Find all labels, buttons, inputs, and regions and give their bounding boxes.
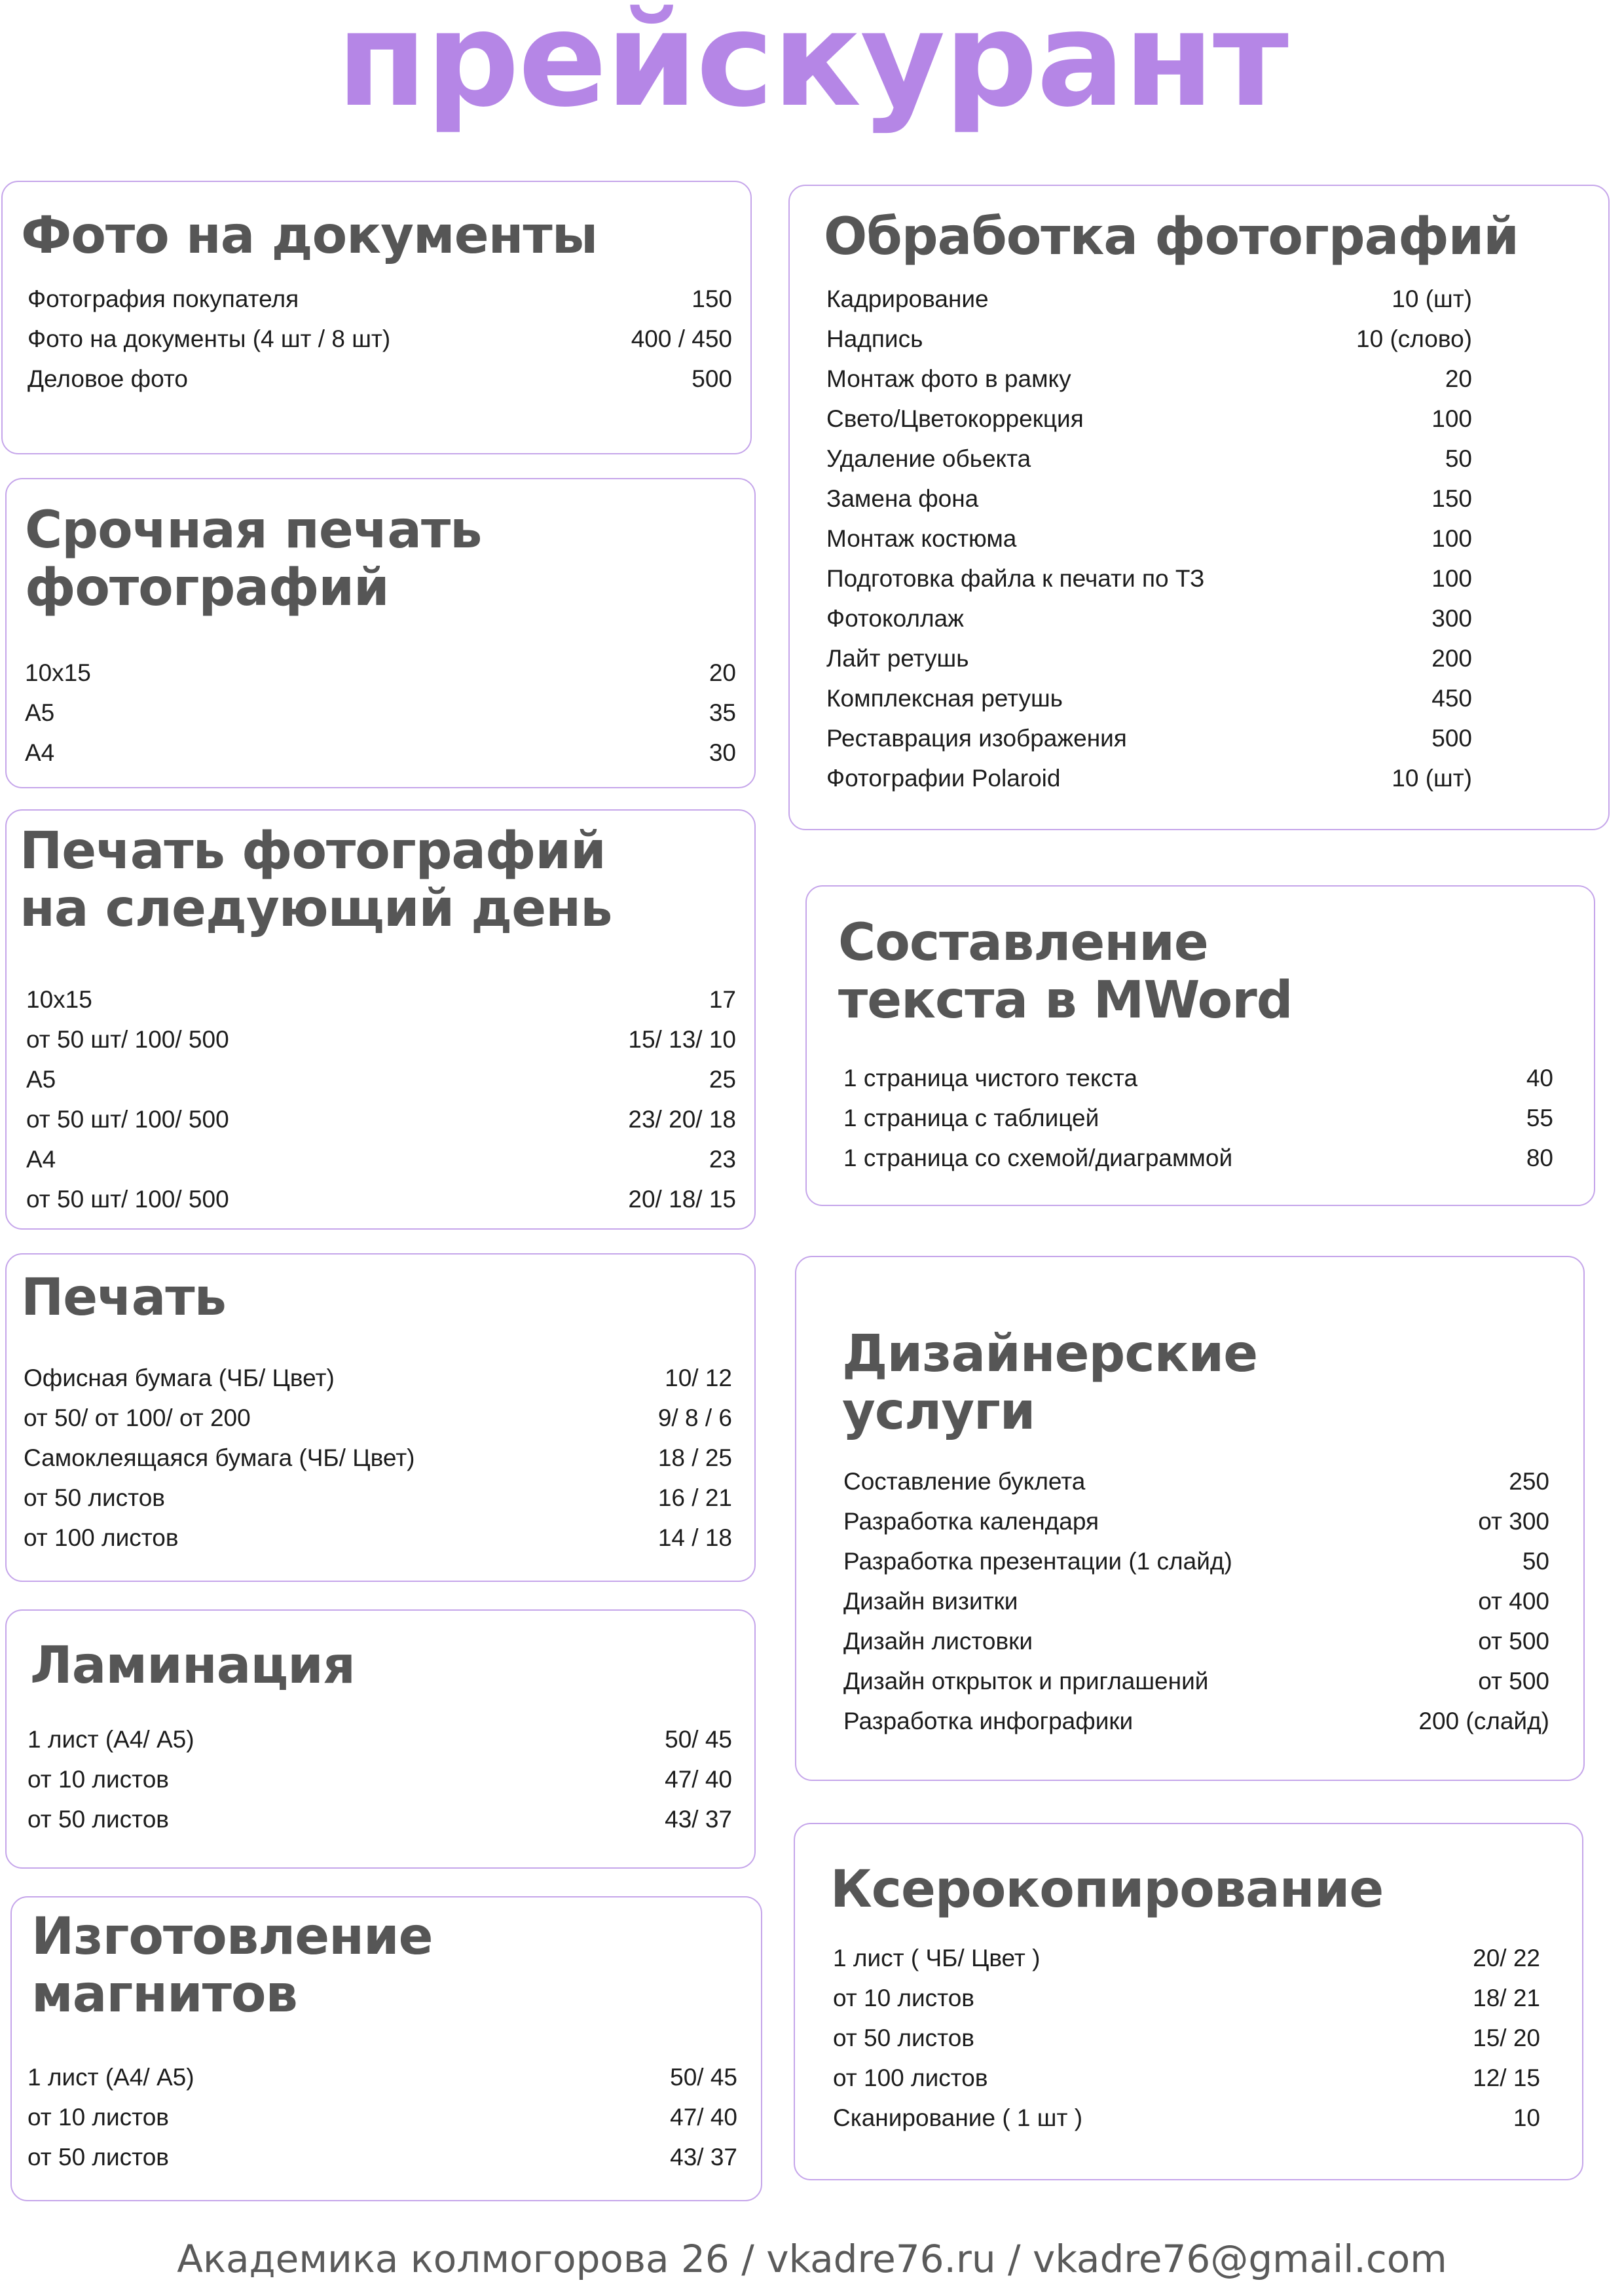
service-name: Монтаж фото в рамку [826, 365, 1071, 392]
service-price: 47/ 40 [665, 1766, 732, 1793]
service-name: Разработка календаря [843, 1508, 1099, 1535]
price-row [28, 1799, 732, 1839]
service-price: 10 (шт) [1392, 765, 1472, 792]
price-row [843, 1501, 1549, 1541]
price-row [28, 359, 732, 399]
service-price: 18 / 25 [657, 1444, 732, 1471]
service-price: 200 (слайд) [1418, 1708, 1549, 1734]
service-name: Фотография покупателя [28, 285, 299, 312]
price-row [826, 519, 1472, 559]
service-name: от 100 листов [833, 2064, 988, 2091]
service-name: 1 страница с таблицей [843, 1105, 1099, 1131]
service-price: 20/ 22 [1473, 1945, 1540, 1971]
service-price: 500 [692, 365, 732, 392]
service-name: от 10 листов [833, 1985, 974, 2011]
service-price: 23/ 20/ 18 [628, 1106, 736, 1133]
service-name: Реставрация изображения [826, 725, 1127, 752]
price-row [826, 359, 1472, 399]
service-price: 400 / 450 [631, 325, 732, 352]
service-name: Удаление обьекта [826, 445, 1031, 472]
service-name: А5 [26, 1066, 56, 1093]
service-price: 47/ 40 [670, 2104, 737, 2131]
price-row [843, 1098, 1553, 1138]
section-title: Дизайнерские услуги [842, 1325, 1258, 1441]
service-price: 40 [1526, 1065, 1553, 1091]
price-list [843, 1058, 1553, 1178]
section-magnets [10, 1896, 762, 2201]
service-price: 100 [1431, 525, 1472, 552]
service-name: 1 страница со схемой/диаграммой [843, 1145, 1233, 1171]
price-row [26, 1179, 736, 1219]
price-row [26, 980, 736, 1019]
price-row [24, 1518, 732, 1558]
service-name: А5 [25, 699, 55, 726]
service-price: 50 [1445, 445, 1472, 472]
price-row [826, 559, 1472, 598]
service-price: 9/ 8 / 6 [657, 1404, 732, 1431]
service-name: Фото на документы (4 шт / 8 шт) [28, 325, 391, 352]
service-name: от 10 листов [28, 1766, 169, 1793]
price-list [26, 980, 736, 1219]
price-row [26, 1139, 736, 1179]
price-row [25, 693, 736, 733]
price-row [26, 1019, 736, 1059]
service-name: 1 страница чистого текста [843, 1065, 1138, 1091]
service-price: 50/ 45 [665, 1726, 732, 1753]
service-name: от 50 шт/ 100/ 500 [26, 1026, 229, 1053]
price-row [826, 279, 1472, 319]
service-price: 43/ 37 [665, 1806, 732, 1833]
price-row [833, 1938, 1540, 1978]
price-list [28, 2057, 737, 2177]
price-row [826, 439, 1472, 479]
price-row [28, 1759, 732, 1799]
service-name: Монтаж костюма [826, 525, 1017, 552]
service-name: Подготовка файла к печати по ТЗ [826, 565, 1205, 592]
price-row [24, 1478, 732, 1518]
price-row [843, 1461, 1549, 1501]
service-price: 10/ 12 [665, 1365, 732, 1391]
service-price: 15/ 13/ 10 [628, 1026, 736, 1053]
price-row [843, 1541, 1549, 1581]
service-name: Надпись [826, 325, 923, 352]
service-price: 10 [1513, 2104, 1540, 2131]
service-name: Кадрирование [826, 285, 989, 312]
price-row [826, 638, 1472, 678]
price-row [28, 2137, 737, 2177]
service-name: Дизайн визитки [843, 1588, 1018, 1615]
price-row [28, 2097, 737, 2137]
service-price: от 500 [1478, 1628, 1549, 1655]
service-name: от 50 листов [28, 2144, 169, 2171]
service-price: 50/ 45 [670, 2064, 737, 2091]
service-name: А4 [26, 1146, 56, 1173]
service-price: 200 [1431, 645, 1472, 672]
section-title: Ксерокопирование [830, 1860, 1384, 1919]
section-title: Составление текста в MWord [838, 913, 1293, 1030]
price-list [843, 1461, 1549, 1741]
service-price: 10 (слово) [1356, 325, 1472, 352]
price-list [25, 653, 736, 773]
service-name: от 50 шт/ 100/ 500 [26, 1106, 229, 1133]
service-name: Составление буклета [843, 1468, 1086, 1495]
price-row [833, 2058, 1540, 2098]
service-price: от 300 [1478, 1508, 1549, 1535]
service-price: 12/ 15 [1473, 2064, 1540, 2091]
price-row [826, 479, 1472, 519]
price-row [833, 2098, 1540, 2138]
service-name: Офисная бумага (ЧБ/ Цвет) [24, 1365, 335, 1391]
price-list [28, 1719, 732, 1839]
price-row [28, 1719, 732, 1759]
service-price: 30 [709, 739, 736, 766]
service-name: Дизайн листовки [843, 1628, 1033, 1655]
price-row [843, 1058, 1553, 1098]
section-title: Печать [21, 1268, 226, 1327]
service-name: от 100 листов [24, 1524, 179, 1551]
section-photocopying [794, 1823, 1583, 2180]
service-price: 35 [709, 699, 736, 726]
section-document-photo [1, 181, 752, 454]
service-price: 17 [709, 986, 736, 1013]
service-price: 250 [1509, 1468, 1549, 1495]
service-name: Самоклеящаяся бумага (ЧБ/ Цвет) [24, 1444, 415, 1471]
section-photo-processing [788, 185, 1610, 830]
service-price: 300 [1431, 605, 1472, 632]
section-urgent-print [5, 478, 756, 788]
service-price: 23 [709, 1146, 736, 1173]
footer-contacts: Академика колмогорова 26 / vkadre76.ru / vkadre76@gmail.com [177, 2237, 1447, 2281]
service-name: 1 лист (А4/ А5) [28, 2064, 194, 2091]
price-row [26, 1059, 736, 1099]
price-row [826, 598, 1472, 638]
service-price: 20 [709, 659, 736, 686]
service-name: от 50 шт/ 100/ 500 [26, 1186, 229, 1213]
service-name: от 50 листов [833, 2025, 974, 2051]
section-lamination [5, 1609, 756, 1869]
service-name: Деловое фото [28, 365, 188, 392]
service-name: Лайт ретушь [826, 645, 969, 672]
section-design-services [795, 1256, 1585, 1781]
service-name: А4 [25, 739, 55, 766]
price-list [833, 1938, 1540, 2138]
price-list [24, 1358, 732, 1558]
service-name: 10х15 [25, 659, 91, 686]
price-row [826, 758, 1472, 798]
service-name: Разработка инфографики [843, 1708, 1134, 1734]
service-price: 150 [1431, 485, 1472, 512]
price-row [826, 399, 1472, 439]
price-row [24, 1438, 732, 1478]
service-price: 15/ 20 [1473, 2025, 1540, 2051]
service-price: 20/ 18/ 15 [628, 1186, 736, 1213]
section-print [5, 1253, 756, 1582]
section-title: Ламинация [30, 1636, 355, 1695]
price-list [28, 279, 732, 399]
service-name: от 50 листов [28, 1806, 169, 1833]
service-price: от 400 [1478, 1588, 1549, 1615]
price-row [826, 319, 1472, 359]
price-row [28, 2057, 737, 2097]
service-name: Комплексная ретушь [826, 685, 1063, 712]
service-price: 100 [1431, 405, 1472, 432]
price-row [28, 319, 732, 359]
service-price: 16 / 21 [657, 1484, 732, 1511]
service-price: 80 [1526, 1145, 1553, 1171]
section-title: Обработка фотографий [824, 208, 1519, 266]
service-price: 50 [1522, 1548, 1549, 1575]
section-text-mword [805, 885, 1595, 1206]
service-name: Дизайн открыток и приглашений [843, 1668, 1209, 1695]
price-row [826, 718, 1472, 758]
service-name: Свето/Цветокоррекция [826, 405, 1084, 432]
price-row [833, 1978, 1540, 2018]
service-price: 55 [1526, 1105, 1553, 1131]
service-price: 18/ 21 [1473, 1985, 1540, 2011]
price-row [843, 1701, 1549, 1741]
service-price: 150 [692, 285, 732, 312]
service-name: Фотографии Polaroid [826, 765, 1061, 792]
service-price: 43/ 37 [670, 2144, 737, 2171]
service-price: от 500 [1478, 1668, 1549, 1695]
section-title: Изготовление магнитов [31, 1907, 433, 2024]
service-name: от 50 листов [24, 1484, 165, 1511]
service-price: 450 [1431, 685, 1472, 712]
price-row [25, 653, 736, 693]
page-title: прейскурант [336, 0, 1288, 136]
price-row [843, 1581, 1549, 1621]
service-price: 10 (шт) [1392, 285, 1472, 312]
service-name: от 50/ от 100/ от 200 [24, 1404, 251, 1431]
service-price: 25 [709, 1066, 736, 1093]
service-name: 1 лист ( ЧБ/ Цвет ) [833, 1945, 1041, 1971]
service-name: от 10 листов [28, 2104, 169, 2131]
price-row [826, 678, 1472, 718]
price-row [24, 1358, 732, 1398]
price-row [24, 1398, 732, 1438]
price-row [843, 1621, 1549, 1661]
service-name: Сканирование ( 1 шт ) [833, 2104, 1083, 2131]
service-price: 500 [1431, 725, 1472, 752]
service-price: 14 / 18 [657, 1524, 732, 1551]
section-title: Фото на документы [21, 206, 598, 265]
service-name: Разработка презентации (1 слайд) [843, 1548, 1232, 1575]
section-title: Срочная печать фотографий [25, 501, 482, 617]
service-price: 100 [1431, 565, 1472, 592]
service-name: Замена фона [826, 485, 979, 512]
price-row [833, 2018, 1540, 2058]
section-title: Печать фотографий на следующий день [20, 822, 612, 938]
price-list [826, 279, 1472, 798]
price-row [28, 279, 732, 319]
service-price: 20 [1445, 365, 1472, 392]
price-row [25, 733, 736, 773]
price-row [26, 1099, 736, 1139]
price-row [843, 1661, 1549, 1701]
price-row [843, 1138, 1553, 1178]
service-name: 1 лист (А4/ А5) [28, 1726, 194, 1753]
service-name: 10х15 [26, 986, 92, 1013]
section-next-day-print [5, 809, 756, 1230]
service-name: Фотоколлаж [826, 605, 964, 632]
